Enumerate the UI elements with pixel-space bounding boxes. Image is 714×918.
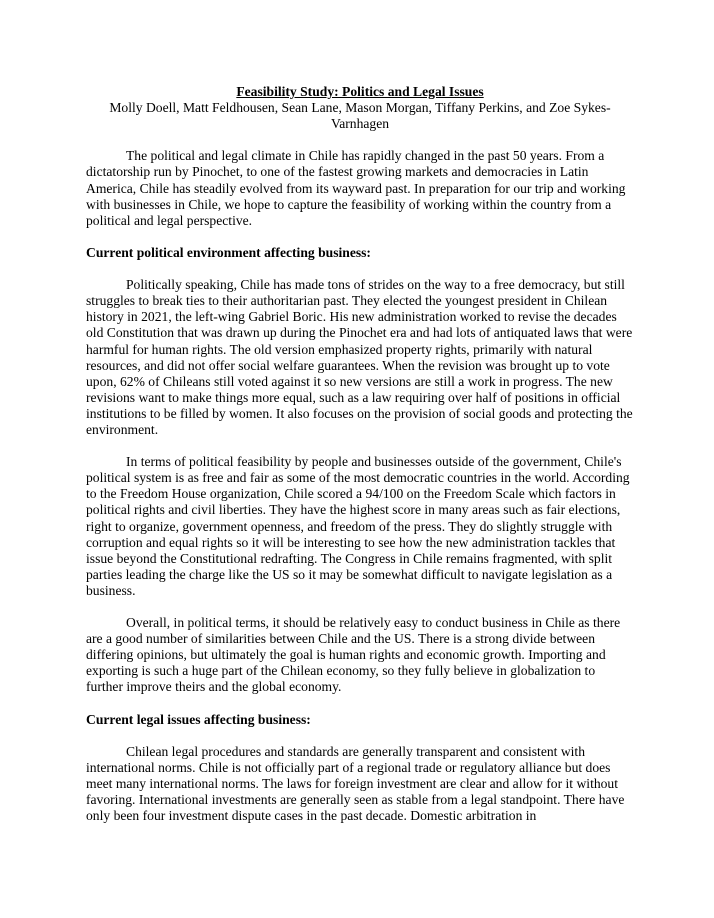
political-paragraph-2: In terms of political feasibility by people and businesses outside of the government, Chile's political system is as free and fair as some of the most democratic countries in the world. According to the Freedom House organization, Chile scored a 94/100 on the Freedom Scale which factors in political rights and civil liberties. They have the highest score in many areas such as fair elections, right to organize, government openness, and freedom of the press. They do slightly struggle with corruption and equal rights so it will be interesting to see how the new administration tackles that issue beyond the Constitutional redrafting. The Congress in Chile remains fragmented, with split parties leading the charge like the US so it may be somewhat difficult to navigate legislation as a business. xyxy=(86,454,630,598)
document-page xyxy=(86,84,634,824)
spacer xyxy=(86,696,634,712)
intro-paragraph: The political and legal climate in Chile has rapidly changed in the past 50 years. From a dictatorship run by Pinochet, to one of the fastest growing markets and democracies in Latin America, Chile has steadily evolved from its wayward past. In preparation for our trip and working with businesses in Chile, we hope to capture the feasibility of working within the country from a political and legal perspective. xyxy=(86,148,626,228)
spacer xyxy=(86,728,634,744)
spacer xyxy=(86,229,634,245)
spacer xyxy=(86,132,634,148)
political-paragraph-1: Politically speaking, Chile has made tons of strides on the way to a free democracy, but still struggles to break ties to their authoritarian past. They elected the youngest president in Chilean history in 2021, the left-wing Gabriel Boric. His new administration worked to revise the decades old Constitution that was drawn up during the Pinochet era and had lots of antiquated laws that were harmful for human rights. The old version emphasized property rights, primarily with natural resources, and did not offer social welfare guarantees. When the revision was brought up to vote upon, 62% of Chileans still voted against it so new versions are still a work in progress. The new revisions want to make things more equal, such as a law requiring over half of positions in official institutions to be filled by women. It also focuses on the provision of social goods and protecting the environment. xyxy=(86,277,633,437)
document-authors: Molly Doell, Matt Feldhousen, Sean Lane, Mason Morgan, Tiffany Perkins, and Zoe Sykes-Varnhagen xyxy=(109,100,611,132)
section-heading-legal: Current legal issues affecting business: xyxy=(86,711,311,727)
spacer xyxy=(86,261,634,277)
spacer xyxy=(86,438,634,454)
section-heading-political: Current political environment affecting business: xyxy=(86,244,371,260)
document-title: Feasibility Study: Politics and Legal Issues xyxy=(236,84,484,99)
spacer xyxy=(86,599,634,615)
political-paragraph-3: Overall, in political terms, it should be relatively easy to conduct business in Chile as there are a good number of similarities between Chile and the US. There is a strong divide between differing opinions, but ultimately the goal is human rights and economic growth. Importing and exporting is such a huge part of the Chilean economy, so they fully believe in globalization to further improve theirs and the global economy. xyxy=(86,615,621,695)
legal-paragraph-1: Chilean legal procedures and standards are generally transparent and consistent with international norms. Chile is not officially part of a regional trade or regulatory alliance but does meet many international norms. The laws for foreign investment are clear and allow for it without favoring. International investments are generally seen as stable from a legal standpoint. There have only been four investment dispute cases in the past decade. Domestic arbitration in xyxy=(86,743,625,824)
